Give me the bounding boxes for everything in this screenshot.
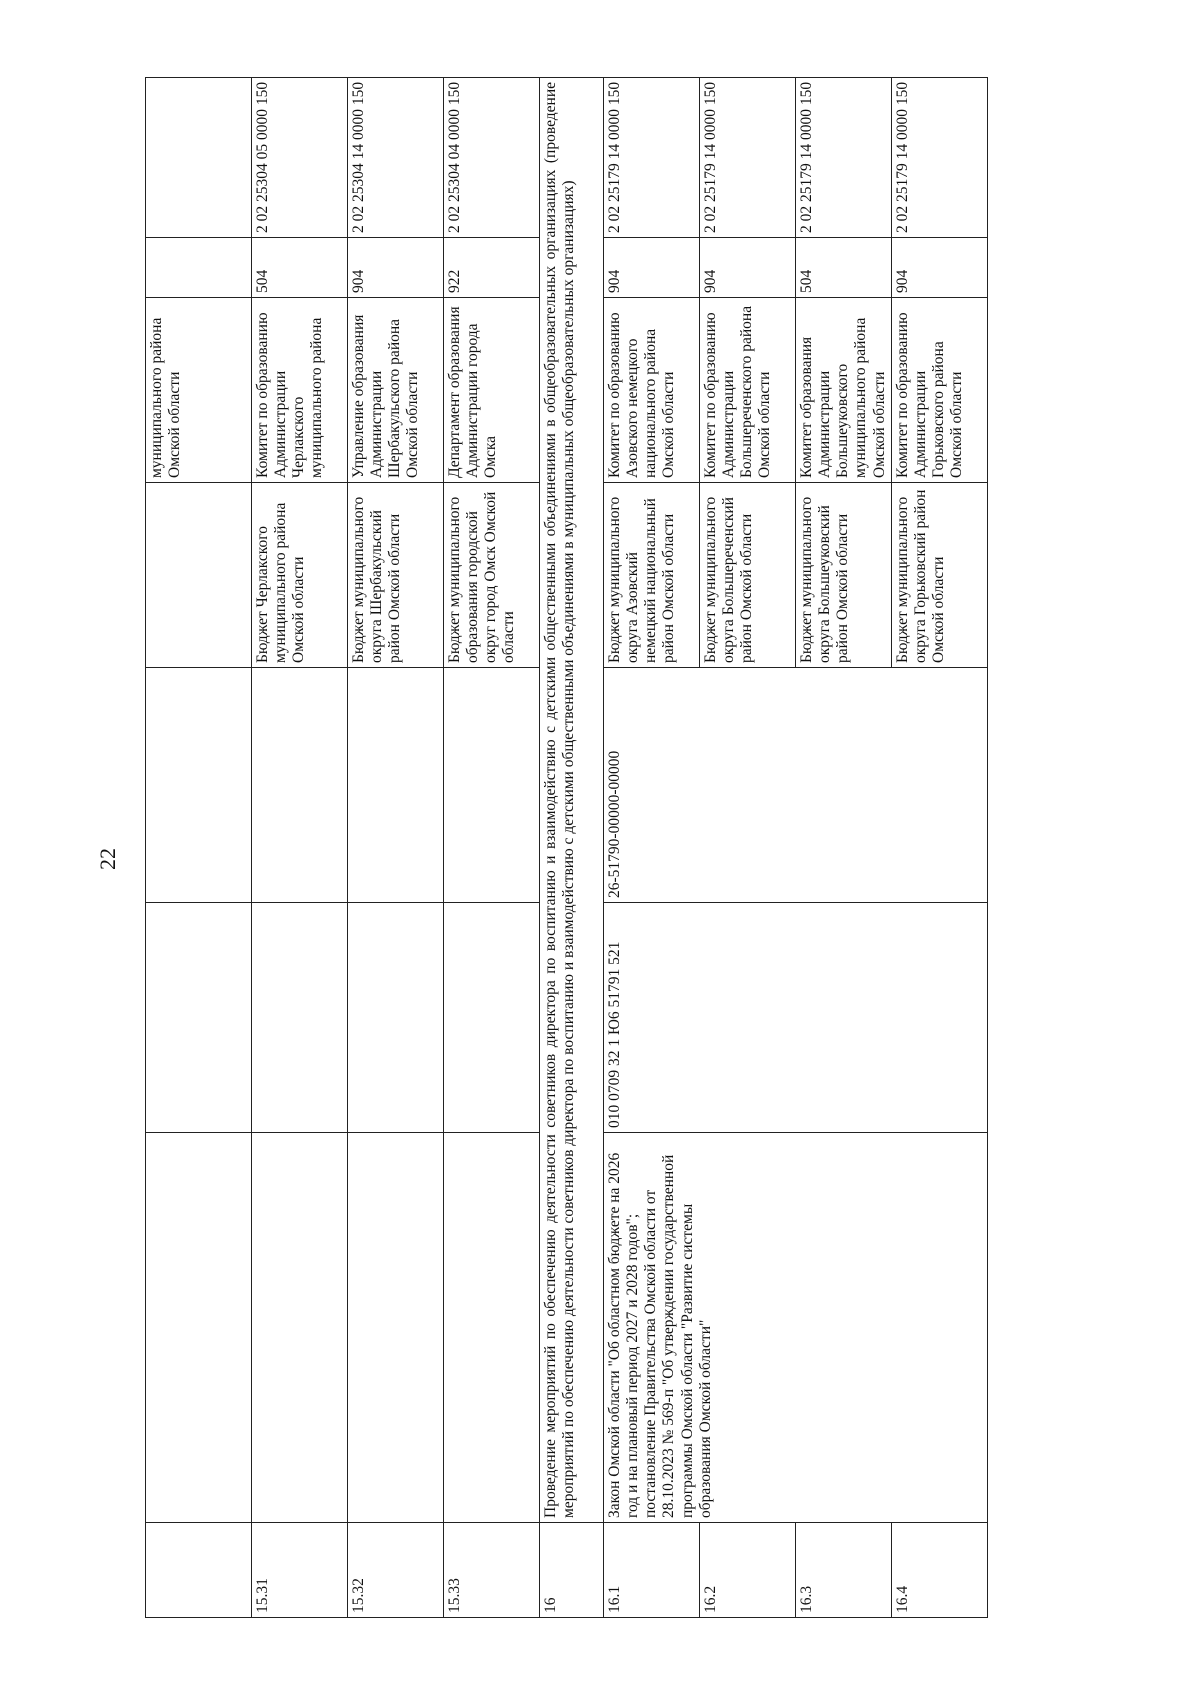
recipient-cell: Бюджет муниципального округа Большеуковский район Омской области [796,483,892,668]
kbk-cell: 2 02 25304 14 0000 150 [348,78,444,238]
row-number: 16.1 [604,1523,700,1618]
kbk-cell: 2 02 25179 14 0000 150 [700,78,796,238]
kbk-cell: 2 02 25179 14 0000 150 [892,78,988,238]
kbk-cell: 2 02 25179 14 0000 150 [796,78,892,238]
page-number: 22 [95,848,120,870]
row-number: 16.2 [700,1523,796,1618]
section-heading-row [540,78,604,1618]
code-cell: 504 [252,238,348,298]
code-cell: 504 [796,238,892,298]
recipient-cell: Бюджет Черлакского муниципального района Омской области [252,483,348,668]
row-number: 15.33 [444,1523,540,1618]
kbk-expense-cell: 010 0709 32 1 Ю6 51791 521 [604,903,988,1133]
admin-cell: муниципального района Омской области [146,298,252,483]
admin-cell: Комитет по образованию Администрации Черлакского муниципального района [252,298,348,483]
recipient-cell: Бюджет муниципального округа Шербакульский район Омской области [348,483,444,668]
code-cell: 904 [604,238,700,298]
table-row [348,78,444,1618]
rotated-table-container [145,78,1055,1618]
row-number: 16.3 [796,1523,892,1618]
table-row [252,78,348,1618]
code-cell: 904 [892,238,988,298]
kbk-cell: 2 02 25304 05 0000 150 [252,78,348,238]
row-number: 16.4 [892,1523,988,1618]
section-number: 16 [540,1523,604,1618]
budget-table [145,77,988,1618]
code-cell: 922 [444,238,540,298]
kbk-cell: 2 02 25304 04 0000 150 [444,78,540,238]
admin-cell: Комитет по образованию Администрации Горьковского района Омской области [892,298,988,483]
code-cell: 904 [348,238,444,298]
recipient-cell: Бюджет муниципального образования городской округ город Омск Омской области [444,483,540,668]
recipient-cell: Бюджет муниципального округа Большереченский район Омской области [700,483,796,668]
admin-cell: Комитет образования Администрации Большеуковского муниципального района Омской области [796,298,892,483]
legal-basis-cell: Закон Омской области "Об областном бюджете на 2026 год и на плановый период 2027 и 2028 годов"; постановление Правительства Омской области от 28.10.2023 № 569-п "Об утверждении государственной программы Омской области "Развитие системы образования Омской области" [604,1133,988,1523]
section-title: Проведение мероприятий по обеспечению деятельности советников директора по воспитанию и взаимодействию с детскими общественными объединениями в общеобразовательных организациях (проведение мероприятий по обеспечению деятельности советников директора по воспитанию и взаимодействию с детскими общественными объединениями в муниципальных общеобразовательных организациях) [540,78,604,1523]
admin-cell: Управление образования Администрации Шербакульского района Омской области [348,298,444,483]
row-number: 15.32 [348,1523,444,1618]
admin-cell: Комитет по образованию Азовского немецкого национального района Омской области [604,298,700,483]
target-code-cell: 26-51790-00000-00000 [604,668,988,903]
table-row [146,78,252,1618]
recipient-cell: Бюджет муниципального округа Горьковский район Омской области [892,483,988,668]
table-row [444,78,540,1618]
recipient-cell: Бюджет муниципального округа Азовский немецкий национальный район Омской области [604,483,700,668]
row-number: 15.31 [252,1523,348,1618]
code-cell: 904 [700,238,796,298]
kbk-cell: 2 02 25179 14 0000 150 [604,78,700,238]
admin-cell: Комитет по образованию Администрации Большереченского района Омской области [700,298,796,483]
admin-cell: Департамент образования Администрации города Омска [444,298,540,483]
table-row [604,78,700,1618]
